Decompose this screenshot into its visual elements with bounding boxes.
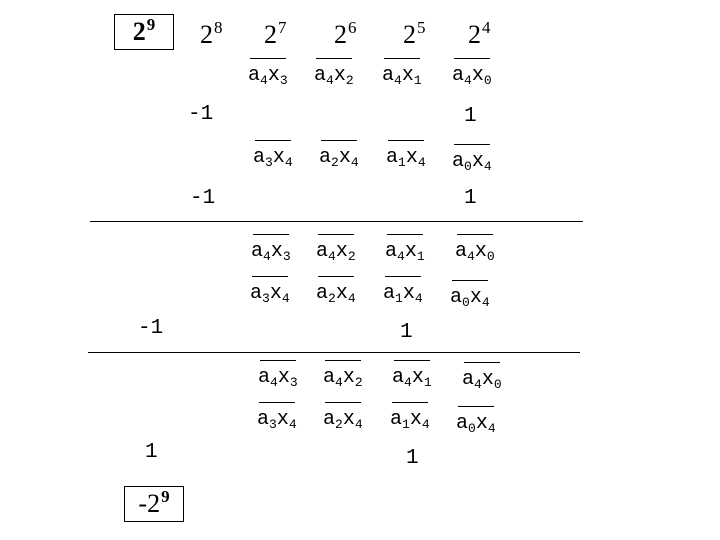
one: 1 [406,447,419,470]
term-a0x4: $a_0x_4$ [450,288,490,308]
term-a0x4: $a_0x_4$ [456,414,496,434]
one: 1 [464,187,477,210]
power-2-8: $2^8$ [200,18,223,49]
term-a3x4: $a_3x_4$ [253,148,293,168]
term-a4x1: $a_4x_1$ [392,368,432,388]
power-2-6: $2^6$ [334,18,357,49]
term-a4x2: $a_4x_2$ [314,66,354,86]
power-2-7: $2^7$ [264,18,287,49]
term-a4x1: $a_4x_1$ [382,66,422,86]
term-a4x3: $a_4x_3$ [248,66,288,86]
neg-one: -1 [138,317,164,340]
term-a4x2: $a_4x_2$ [316,242,356,262]
boxed-neg-power-2-9: $-2^9$ [124,486,184,522]
term-a4x0: $a_4x_0$ [462,370,502,390]
term-a1x4: $a_1x_4$ [386,148,426,168]
term-a4x3: $a_4x_3$ [251,242,291,262]
one: 1 [464,105,477,128]
neg-one: -1 [190,187,216,210]
power-2-5: $2^5$ [403,18,426,49]
term-a4x1: $a_4x_1$ [385,242,425,262]
term-a4x0: $a_4x_0$ [455,242,495,262]
term-a1x4: $a_1x_4$ [390,410,430,430]
separator-rule [88,352,580,353]
separator-rule [90,221,583,222]
term-a4x2: $a_4x_2$ [323,368,363,388]
one: 1 [400,321,413,344]
term-a2x4: $a_2x_4$ [319,148,359,168]
term-a2x4: $a_2x_4$ [316,284,356,304]
one: 1 [145,441,158,464]
term-a4x0: $a_4x_0$ [452,66,492,86]
neg-one: -1 [188,103,214,126]
boxed-power-2-9: $2^9$ [114,14,174,50]
term-a3x4: $a_3x_4$ [257,410,297,430]
term-a1x4: $a_1x_4$ [383,284,423,304]
power-2-4: $2^4$ [468,18,491,49]
term-a4x3: $a_4x_3$ [258,368,298,388]
term-a2x4: $a_2x_4$ [323,410,363,430]
term-a0x4: $a_0x_4$ [452,152,492,172]
term-a3x4: $a_3x_4$ [250,284,290,304]
